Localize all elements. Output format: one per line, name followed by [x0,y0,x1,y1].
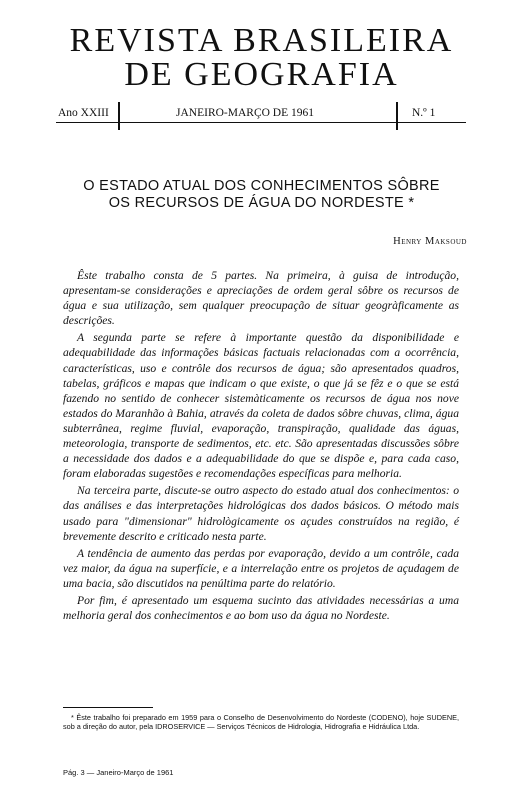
article-title [40,178,483,212]
footnote [63,713,459,732]
issue-number: N.º 1 [412,107,436,119]
body-paragraph: A segunda parte se refere à importante questão da disponibilidade e adequabilidade das informações básicas factuais relacionadas com a ocorrência, características, uso e contrôle dos recursos de água; são apresentados quadros, tabelas, gráficos e mapas que indicam o que existe, o que já se fêz e o que se está fazendo no sentido de conhecer sistemàticamente os recursos de água nos nove estados do Maranhão à Bahia, através da coleta de dados sôbre chuvas, clima, água subterrânea, regime fluvial, evaporação, transpiração, qualidade das águas, meteorologia, transporte de sedimentos, etc. etc. São apresentadas discussões sôbre a necessidade dos dados e a adequabilidade do que se dispõe e, para cada caso, foram elaboradas sugestões e recomendações específicas para melhoria. [63,331,459,481]
page-footer: Pág. 3 — Janeiro-Março de 1961 [63,768,174,777]
masthead-line-2: DE GEOGRAFIA [124,56,399,93]
issue-info-bar [56,102,466,123]
body-paragraph: Na terceira parte, discute-se outro aspecto do estado atual dos conhecimentos: o das análises e das interpretações hidrológicas dos dados básicos. O método mais usado para "dimensionar" hidrològicamente os açudes construídos na região, é brevemente descrito e criticado nesta parte. [63,484,459,543]
footnote-text: * Êste trabalho foi preparado em 1959 para o Conselho de Desenvolvimento do Nordeste (CODENO), hoje SUDENE, sob a direção do autor, pela IDROSERVICE — Serviços Técnicos de Hidrologia, Hidrografia e Hidráulica Ltda. [63,713,459,732]
issue-period: JANEIRO-MARÇO DE 1961 [176,107,314,119]
article-title-line-2: OS RECURSOS DE ÁGUA DO NORDESTE * [108,195,415,211]
article-title-line-1: O ESTADO ATUAL DOS CONHECIMENTOS SÔBRE [83,178,440,194]
journal-masthead [0,24,523,92]
body-paragraph: Êste trabalho consta de 5 partes. Na primeira, à guisa de introdução, apresentam-se considerações e apreciações de ordem geral sôbre os recursos de água e sua utilização, sem qualquer preocupação de situar geogràficamente as descrições. [63,269,459,328]
body-paragraph: Por fim, é apresentado um esquema sucinto das atividades necessárias a uma melhoria geral dos conhecimentos e ao bom uso da água no Nordeste. [63,593,459,623]
article-author: Henry Maksoud [393,236,467,247]
footnote-divider [63,707,153,708]
body-paragraph: A tendência de aumento das perdas por evaporação, devido a um contrôle, cada vez maior, da água na superfície, e a interrelação entre os projetos de açudagem de uma bacia, são discutidos na penúltima parte do relatório. [63,546,459,590]
article-body [63,268,459,625]
issue-divider [118,102,120,130]
masthead-line-1: REVISTA BRASILEIRA [69,22,454,59]
issue-year: Ano XXIII [58,107,109,119]
issue-divider [396,102,398,130]
